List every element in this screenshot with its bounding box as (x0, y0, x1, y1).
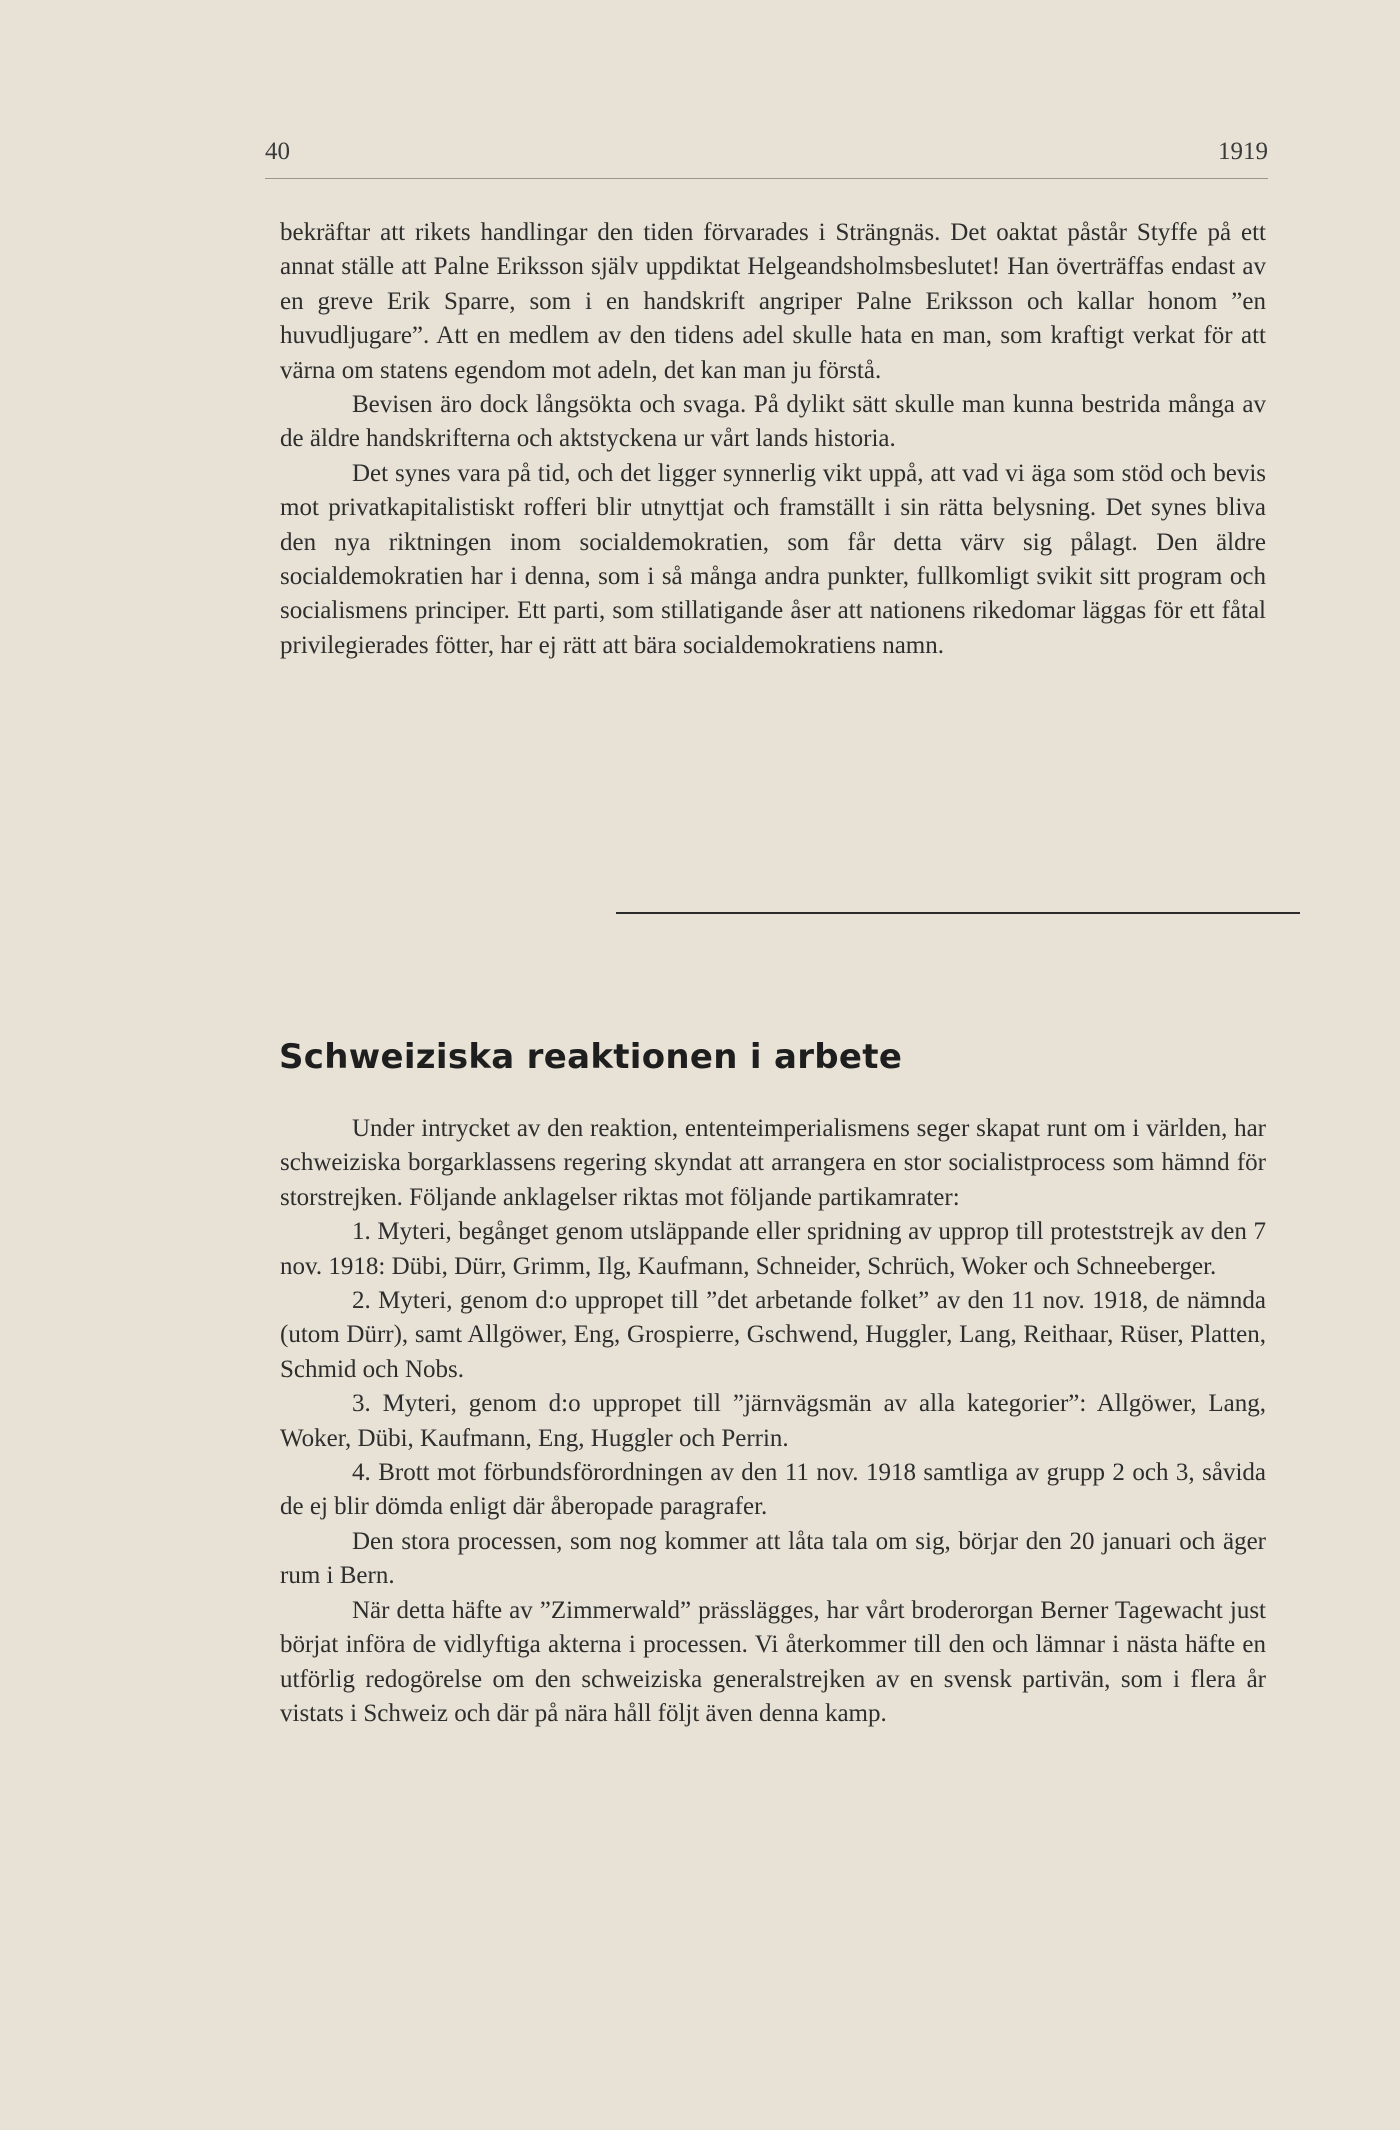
article-continuation (280, 216, 1266, 663)
page-number: 40 (265, 138, 290, 165)
header-rule (265, 178, 1268, 179)
paragraph: När detta häfte av ”Zimmerwald” prässlägges, har vårt broderorgan Berner Tagewacht just börjat införa de vidlyftiga akterna i processen. Vi återkommer till den och lämnar i nästa häfte en utförlig redogörelse om den schweiziska generalstrejken av en svensk partivän, som i flera år vistats i Schweiz och där på nära håll följt även denna kamp. (280, 1596, 1266, 1727)
section-divider (616, 912, 1300, 914)
paragraph: Bevisen äro dock långsökta och svaga. På dylikt sätt skulle man kunna bestrida många av de äldre handskrifterna och aktstyckena ur vårt lands historia. (280, 391, 1266, 453)
paragraph: bekräftar att rikets handlingar den tiden förvarades i Strängnäs. Det oaktat påstår Styffe på ett annat ställe att Palne Eriksson själv uppdiktat Helgeandsholmsbeslutet! Han överträffas endast av en greve Erik Sparre, som i en handskrift angriper Palne Eriksson och kallar honom ”en huvudljugare”. Att en medlem av den tidens adel skulle hata en man, som kraftigt verkat för att värna om statens egendom mot adeln, det kan man ju förstå. (280, 219, 1266, 384)
paragraph: Det synes vara på tid, och det ligger synnerlig vikt uppå, att vad vi äga som stöd och bevis mot privatkapitalistiskt rofferi blir utnyttjat och framställt i sin rätta belysning. Det synes bliva den nya riktningen inom socialdemokratien, som får detta värv sig pålagt. Den äldre socialdemokratien har i denna, som i så många andra punkter, fullkomligt svikit sitt program och socialismens principer. Ett parti, som stillatigande åser att nationens rikedomar läggas för ett fåtal privilegierades fötter, har ej rätt att bära socialdemokratiens namn. (280, 459, 1266, 659)
paragraph: Den stora processen, som nog kommer att låta tala om sig, börjar den 20 januari och äger rum i Bern. (280, 1527, 1266, 1590)
header-year: 1919 (1218, 138, 1268, 165)
article-body (280, 1112, 1266, 1731)
page-header (265, 138, 1268, 178)
list-item: 2. Myteri, genom d:o uppropet till ”det arbetande folket” av den 11 nov. 1918, de nämnda (utom Dürr), samt Allgöwer, Eng, Grospierre, Gschwend, Huggler, Lang, Reithaar, Rüser, Platten, Schmid och Nobs. (280, 1287, 1266, 1383)
article-heading: Schweiziska reaktionen i arbete (279, 1037, 903, 1077)
paragraph: Under intrycket av den reaktion, ententeimperialismens seger skapat runt om i världen, har schweiziska borgarklassens regering skyndat att arrangera en stor socialistprocess som hämnd för storstrejken. Följande anklagelser riktas mot följande partikamrater: (280, 1115, 1266, 1211)
list-item: 1. Myteri, begånget genom utsläppande eller spridning av upprop till proteststrejk av den 7 nov. 1918: Dübi, Dürr, Grimm, Ilg, Kaufmann, Schneider, Schrüch, Woker och Schneeberger. (280, 1218, 1266, 1280)
list-item: 4. Brott mot förbundsförordningen av den 11 nov. 1918 samtliga av grupp 2 och 3, såvida de ej blir dömda enligt där åberopade paragrafer. (280, 1459, 1266, 1521)
list-item: 3. Myteri, genom d:o uppropet till ”järnvägsmän av alla kategorier”: Allgöwer, Lang, Woker, Dübi, Kaufmann, Eng, Huggler och Perrin. (280, 1390, 1266, 1452)
